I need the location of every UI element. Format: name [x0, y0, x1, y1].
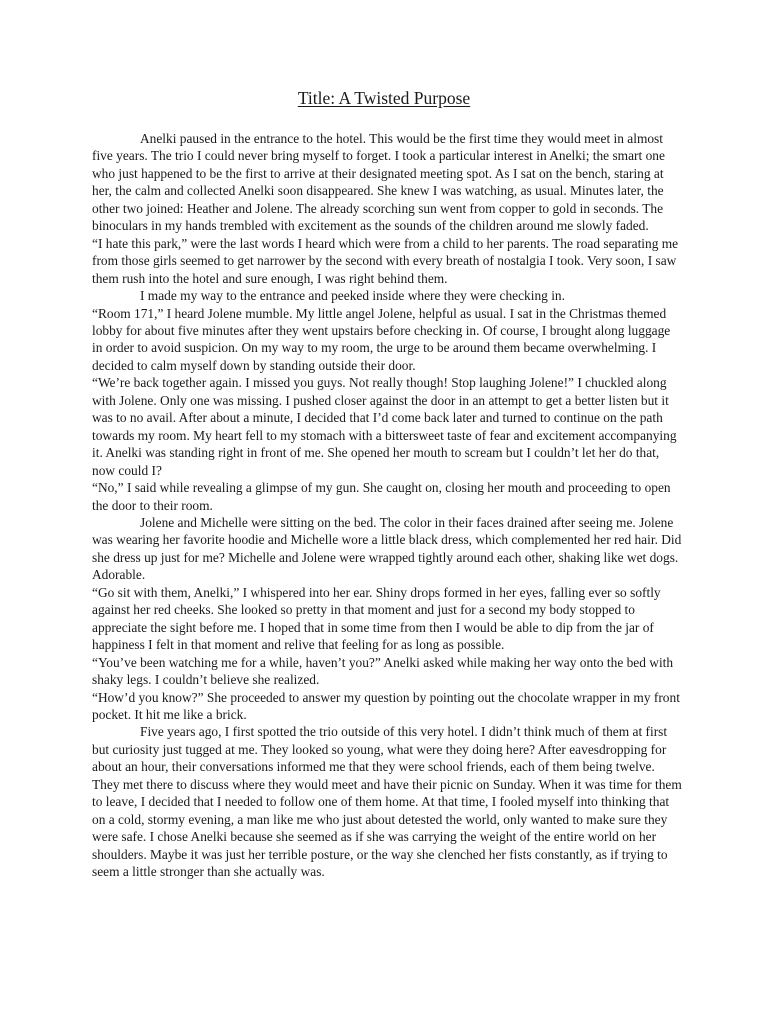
paragraph: I made my way to the entrance and peeked inside where they were checking in. [140, 288, 565, 304]
paragraph: “Room 171,” I heard Jolene mumble. My little angel Jolene, helpful as usual. I sat in the Christmas themed lobby for about five minutes after they went upstairs before checking in. Of course, I brought along luggage in order to avoid suspicion. On my way to my room, the urge to be around them became overwhelming. I decided to calm myself down by standing outside their door. [92, 305, 671, 373]
paragraph: “No,” I said while revealing a glimpse of my gun. She caught on, closing her mouth and proceeding to open the door to their room. [92, 480, 671, 513]
paragraph: “I hate this park,” were the last words I heard which were from a child to her parents. The road separating me from those girls seemed to get narrower by the second with every breath of nostalgia I took. Very soon, I saw them rush into the hotel and sure enough, I was right behind them. [92, 235, 679, 286]
paragraph: “How’d you know?” She proceeded to answer my question by pointing out the chocolate wrapper in my front pocket. It hit me like a brick. [92, 689, 680, 722]
paragraph: “You’ve been watching me for a while, haven’t you?” Anelki asked while making her way onto the bed with shaky legs. I couldn’t believe she realized. [92, 654, 674, 688]
paragraph: Anelki paused in the entrance to the hotel. This would be the first time they would meet in almost five years. The trio I could never bring myself to forget. I took a particular interest in Anelki; the smart one who just happened to be the first to arrive at their designated meeting spot. As I sat on the bench, staring at her, the calm and collected Anelki soon disappeared. She knew I was watching, as usual. Minutes later, the other two joined: Heather and Jolene. The already scorching sun went from copper to gold in seconds. The binoculars in my hands trembled with excitement as the sounds of the children around me slowly faded. [92, 131, 665, 234]
document-title: Title: A Twisted Purpose [297, 88, 471, 108]
document-body [92, 130, 682, 880]
paragraph: “Go sit with them, Anelki,” I whispered into her ear. Shiny drops formed in her eyes, falling ever so softly against her red cheeks. She looked so pretty in that moment and just for a second my body stopped to appreciate the sight before me. I hoped that in some time from then I would be able to dip from the jar of happiness I felt in that moment and relive that feeling for as long as possible. [92, 584, 661, 653]
paragraph: Five years ago, I first spotted the trio outside of this very hotel. I didn’t think much of them at first but curiosity just tugged at me. They looked so young, what were they doing here? After eavesdropping for about an hour, their conversations informed me that they were school friends, each of them being twelve. They met there to discuss where they would meet and have their picnic on Sunday. When it was time for them to leave, I decided that I needed to follow one of them home. At that time, I fooled myself into thinking that on a cold, stormy evening, a man like me who just about detested the world, only wanted to make sure they were safe. I chose Anelki because she seemed as if she was carrying the weight of the entire world on her shoulders. Maybe it was just her terrible posture, or the way she clenched her fists constantly, as if trying to seem a little stronger than she actually was. [92, 724, 682, 880]
paragraph: Jolene and Michelle were sitting on the bed. The color in their faces drained after seeing me. Jolene was wearing her favorite hoodie and Michelle wore a little black dress, which complemented her red hair. Did she dress up just for me? Michelle and Jolene were wrapped tightly around each other, shaking like wet dogs. Adorable. [92, 514, 682, 583]
paragraph: “We’re back together again. I missed you guys. Not really though! Stop laughing Jolene!” I chuckled along with Jolene. Only one was missing. I pushed closer against the door in an attempt to get a better listen but it was to no avail. After about a minute, I decided that I’d come back later and turned to continue on the path towards my room. My heart fell to my stomach with a bittersweet taste of fear and excitement accompanying it. Anelki was standing right in front of me. She opened her mouth to scream but I couldn’t let her do that, now could I? [92, 375, 677, 478]
